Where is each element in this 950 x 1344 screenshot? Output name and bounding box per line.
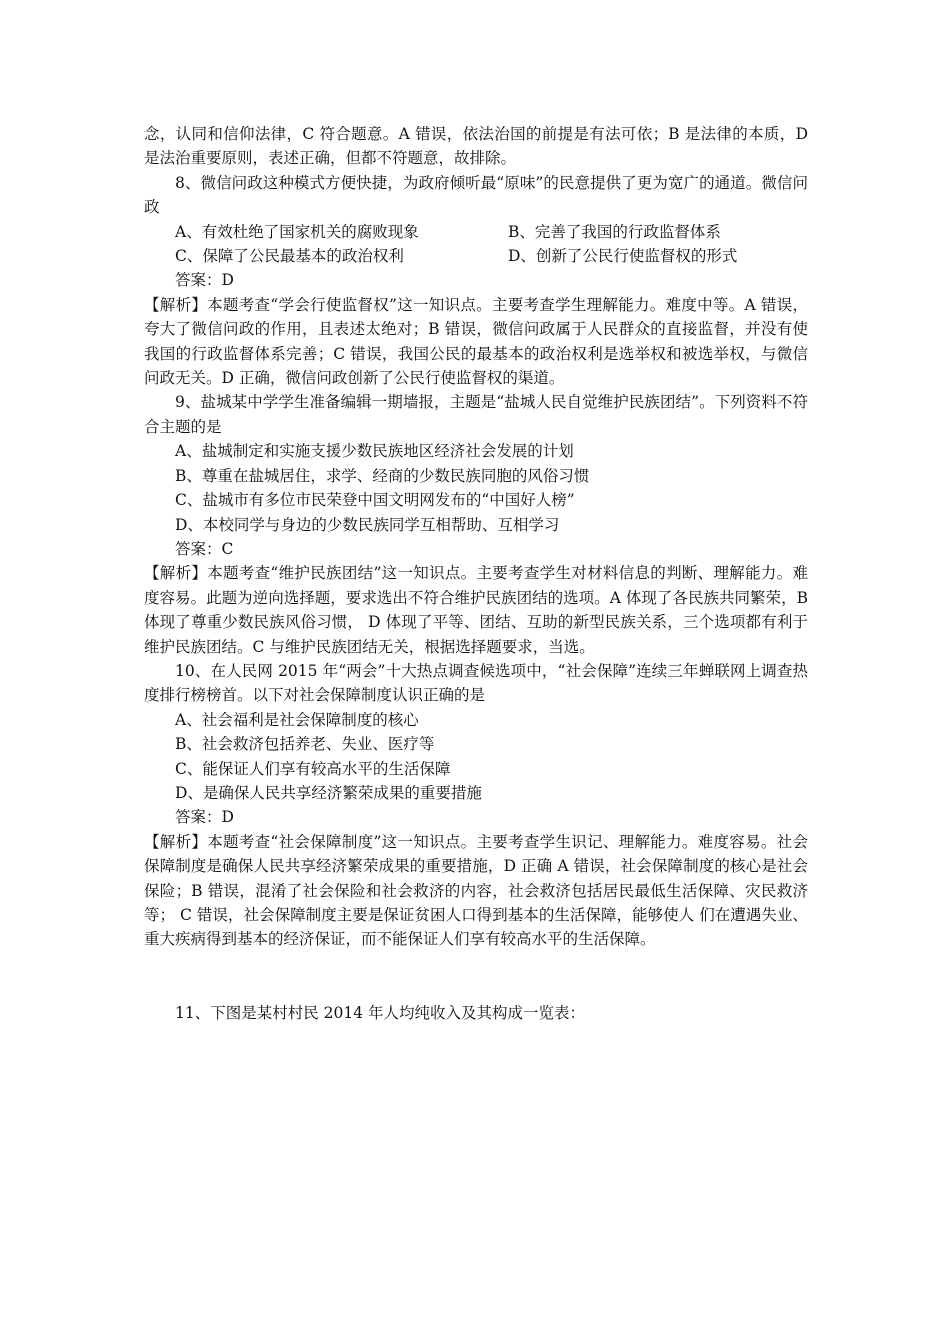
question-8-option-a: A、有效杜绝了国家机关的腐败现象: [175, 222, 419, 241]
question-10-option-d: D、是确保人民共享经济繁荣成果的重要措施: [175, 783, 482, 802]
question-9-analysis: 【解析】本题考查“维护民族团结”这一知识点。主要考查学生对材料信息的判断、理解能力。难度容易。此题为逆向选择题，要求选出不符合维护民族团结的选项。A 体现了各民族共同繁荣，B 体现了尊重少数民族风俗习惯， D 体现了平等、团结、互助的新型民族关系，三个选项都有利于维护民族团结。C 与维护民族团结无关，根据选择题要求，当选。: [144, 564, 808, 656]
question-8-options-row-2: [144, 244, 808, 268]
question-8-answer: 答案：D: [175, 271, 234, 290]
question-10-analysis: 【解析】本题考查“社会保障制度”这一知识点。主要考查学生识记、理解能力。难度容易。社会保障制度是确保人民共享经济繁荣成果的重要措施，D 正确 A 错误，社会保障制度的核心是社会保险；B 错误，混淆了社会保险和社会救济的内容，社会救济包括居民最低生活保障、灾民救济等； C 错误，社会保障制度主要是保证贫困人口得到基本的生活保障，能够使人 们在遭遇失业、重大疾病得到基本的经济保证，而不能保证人们享有较高水平的生活保障。: [144, 832, 808, 949]
question-9-stem: 9、盐城某中学学生准备编辑一期墙报，主题是“盐城人民自觉维护民族团结”。下列资料不符合主题的是: [144, 393, 808, 436]
question-9-option-a: A、盐城制定和实施支援少数民族地区经济社会发展的计划: [175, 442, 574, 461]
question-10-option-b: B、社会救济包括养老、失业、医疗等: [175, 735, 435, 754]
question-10-answer: 答案：D: [175, 808, 234, 827]
document-page: [144, 122, 808, 1025]
question-9-option-c: C、盐城市有多位市民荣登中国文明网发布的“中国好人榜”: [175, 491, 575, 510]
question-10-option-a: A、社会福利是社会保障制度的核心: [175, 710, 419, 729]
question-8-stem: 8、微信问政这种模式方便快捷，为政府倾听最“原味”的民意提供了更为宽广的通道。微信问政: [144, 173, 808, 217]
question-8-options-row-1: [144, 220, 808, 244]
question-9-answer: 答案：C: [175, 539, 234, 558]
question-10-option-c: C、能保证人们享有较高水平的生活保障: [175, 759, 451, 778]
question-11-stem: 11、下图是某村村民 2014 年人均纯收入及其构成一览表：: [175, 1003, 586, 1022]
question-8-option-d: D、创新了公民行使监督权的形式: [508, 247, 738, 266]
question-9-option-b: B、尊重在盐城居住，求学、经商的少数民族同胞的风俗习惯: [175, 466, 590, 485]
previous-analysis-continuation: 念，认同和信仰法律，C 符合题意。A 错误，依法治国的前提是有法可依；B 是法律的本质，D 是法治重要原则，表述正确，但都不符题意，故排除。: [144, 125, 808, 168]
question-10-stem: 10、在人民网 2015 年“两会”十大热点调查候选项中，“社会保障”连续三年蝉联网上调查热度排行榜榜首。以下对社会保障制度认识正确的是: [144, 661, 808, 705]
question-8-option-c: C、保障了公民最基本的政治权利: [175, 247, 404, 266]
blank-spacer: [144, 952, 808, 1001]
question-8-option-b: B、完善了我国的行政监督体系: [508, 222, 721, 241]
question-8-analysis: 【解析】本题考查“学会行使监督权”这一知识点。主要考查学生理解能力。难度中等。A 错误，夸大了微信问政的作用，且表述太绝对；B 错误，微信问政属于人民群众的直接监督，并没有使我国的行政监督体系完善；C 错误，我国公民的最基本的政治权利是选举权和被选举权，与微信问政无关。D 正确，微信问政创新了公民行使监督权的渠道。: [144, 295, 808, 388]
question-9-option-d: D、本校同学与身边的少数民族同学互相帮助、互相学习: [175, 515, 560, 534]
